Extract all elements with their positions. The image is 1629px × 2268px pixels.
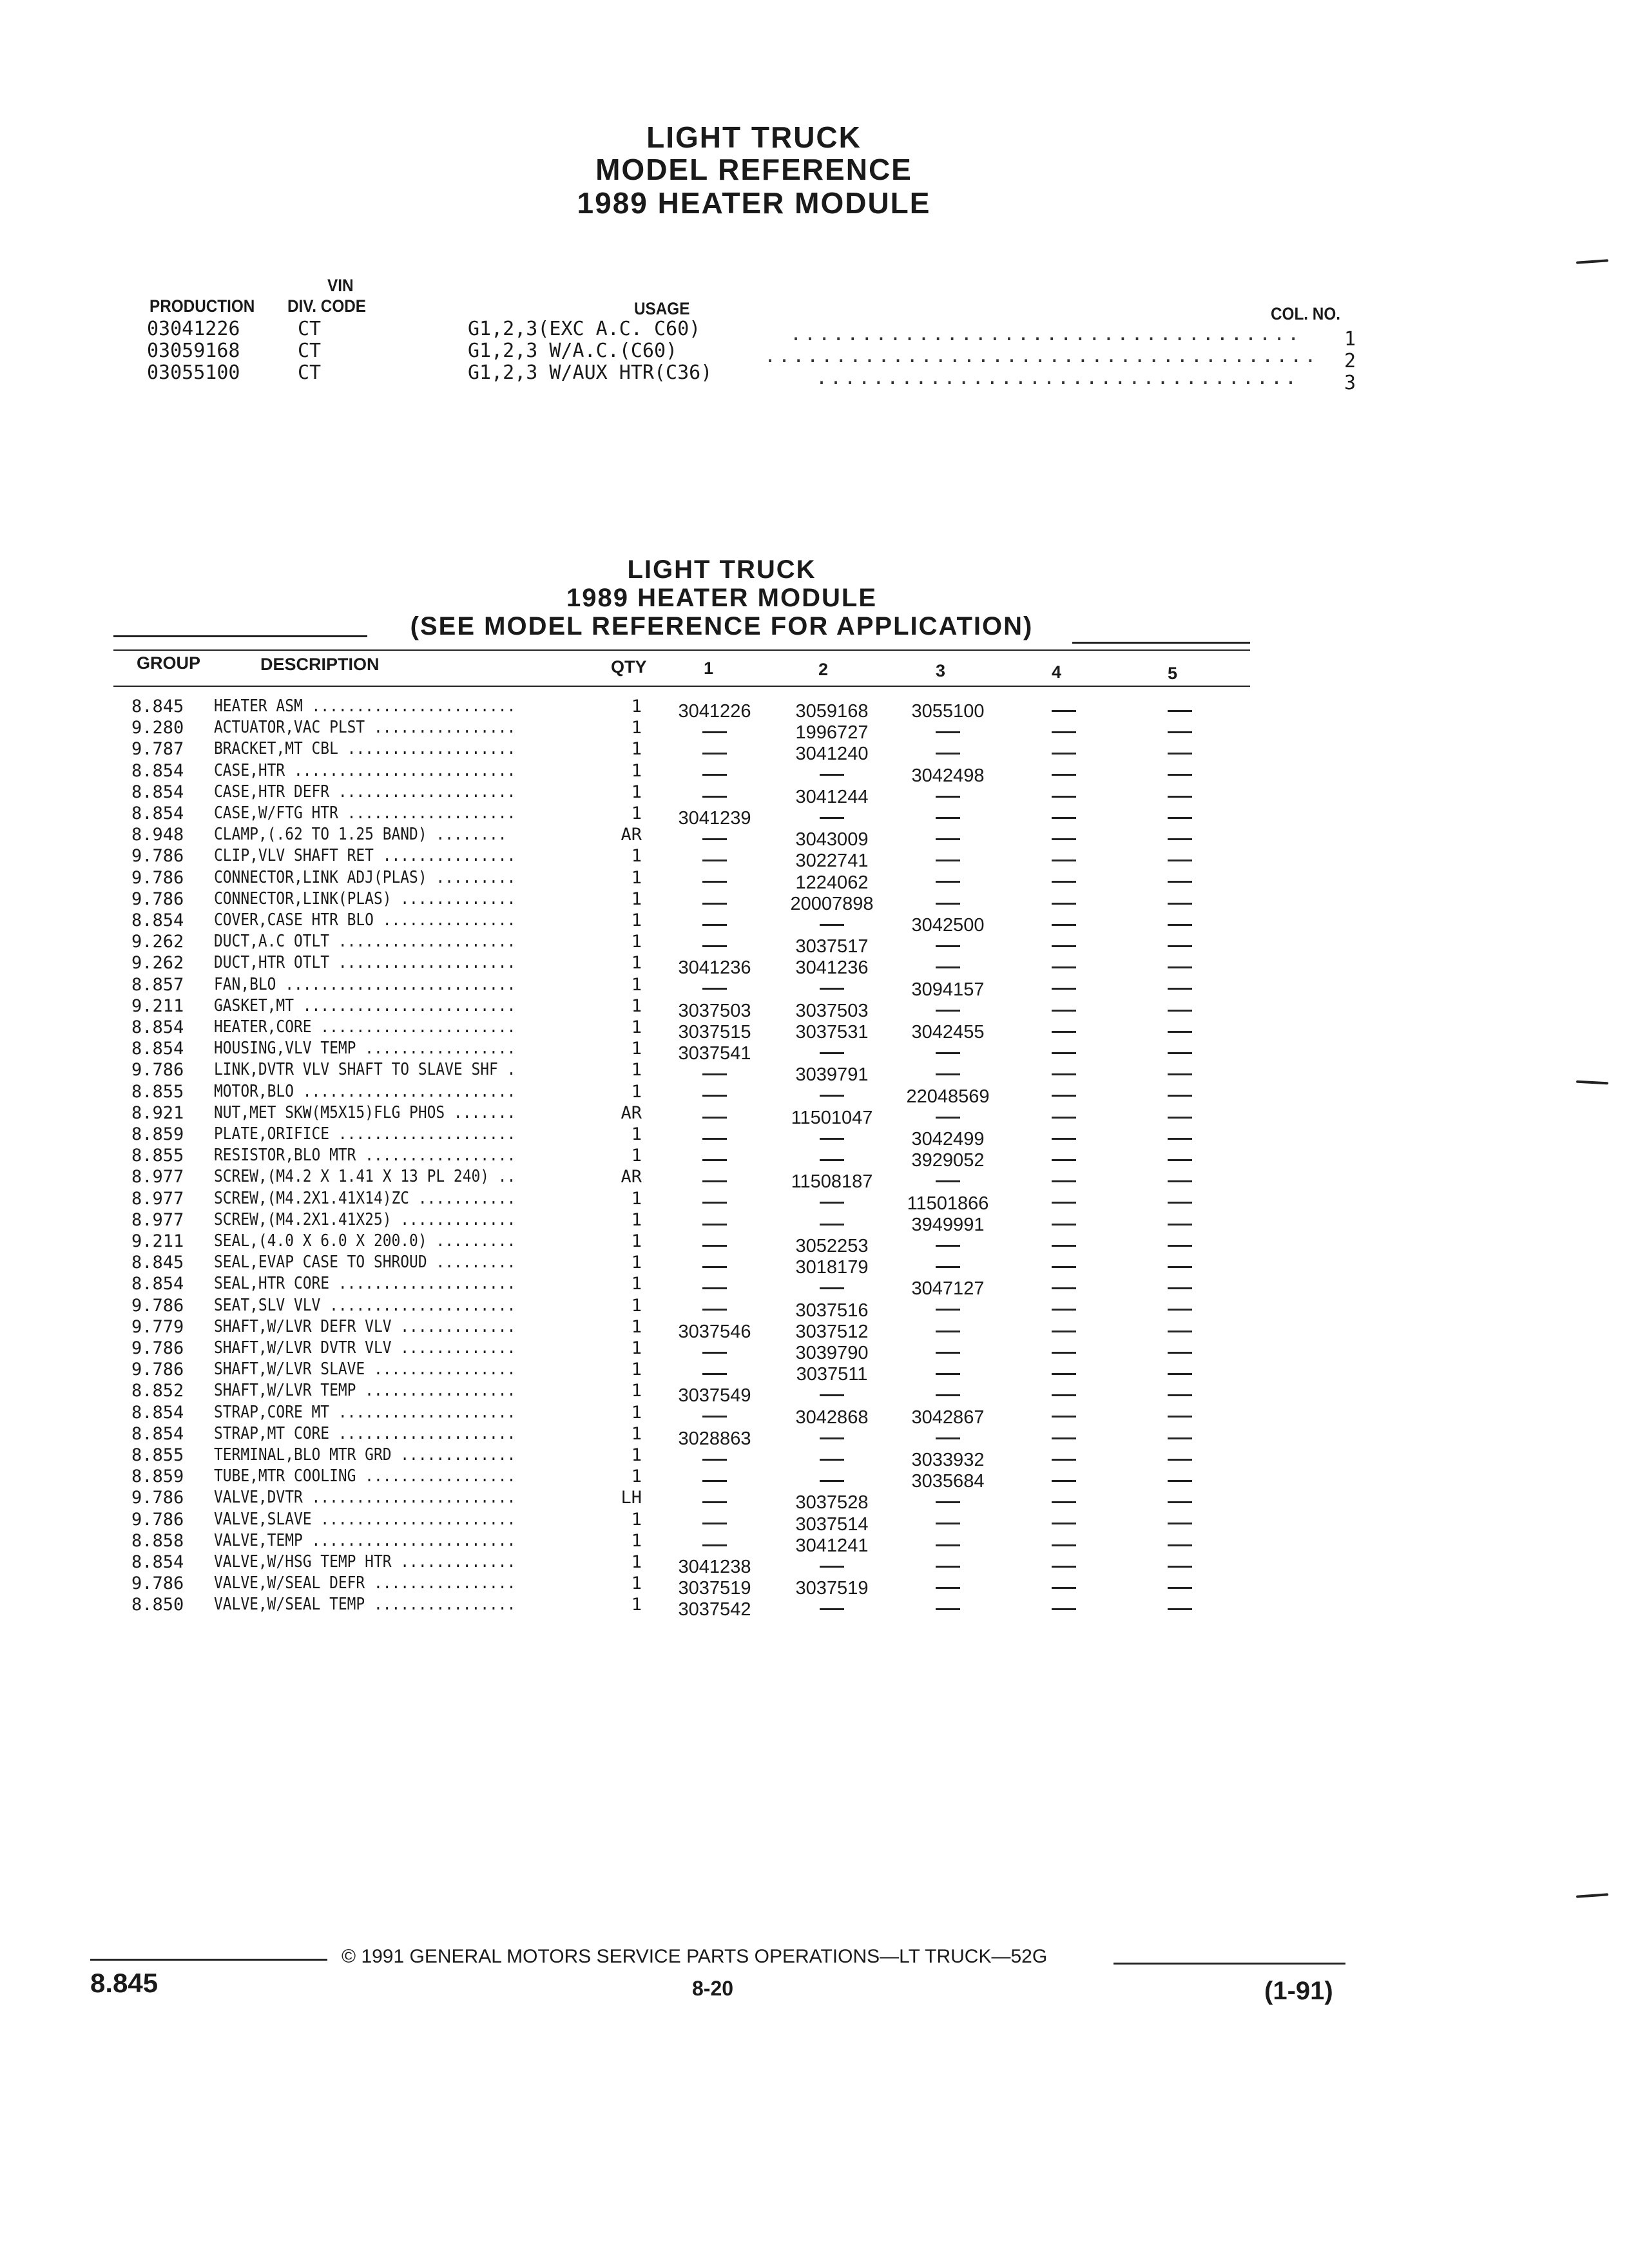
- quantity: 1: [631, 1253, 642, 1273]
- quantity: 1: [631, 760, 642, 781]
- group-number: 8.854: [131, 1039, 184, 1059]
- group-number: 8.858: [131, 1530, 184, 1551]
- qty-column-header: QTY: [611, 657, 647, 677]
- group-number: 8.855: [131, 1081, 184, 1102]
- table-row: [0, 1423, 1629, 1449]
- part-number: 3041244: [795, 786, 869, 807]
- copyright-text: © 1991 GENERAL MOTORS SERVICE PARTS OPERATIONS—LT TRUCK—52G: [342, 1946, 1048, 1967]
- margin-mark: [1576, 1893, 1608, 1898]
- table-row: [0, 1188, 1629, 1214]
- part-number: 3041241: [795, 1535, 869, 1556]
- group-number: 9.786: [131, 1488, 184, 1508]
- part-number: 3033932: [911, 1450, 985, 1470]
- table-row: [0, 1252, 1629, 1278]
- title-rule-left: [113, 635, 367, 637]
- table-row: [0, 1316, 1629, 1342]
- table-row: [0, 1338, 1629, 1363]
- part-number: 3094157: [911, 979, 985, 1000]
- table-row: [0, 1081, 1629, 1107]
- group-number: 8.977: [131, 1188, 184, 1209]
- col-number: 3: [1344, 372, 1356, 394]
- table-row: [0, 824, 1629, 850]
- group-number: 9.787: [131, 739, 184, 760]
- table-row: [0, 717, 1629, 744]
- table-row: [0, 974, 1629, 1000]
- part-number: 3042498: [911, 765, 985, 786]
- part-number: 3028863: [678, 1428, 751, 1449]
- table-row: [0, 1445, 1629, 1470]
- table-row: [0, 1509, 1629, 1535]
- table-row: [0, 696, 1629, 722]
- footer-rule-right: [1113, 1963, 1345, 1965]
- part-description: HEATER,CORE ......................: [214, 1017, 516, 1037]
- group-number: 9.786: [131, 1509, 184, 1530]
- part-description: SHAFT,W/LVR DEFR VLV .............: [214, 1316, 516, 1336]
- quantity: 1: [631, 974, 642, 995]
- not-applicable-dash: [1016, 1599, 1112, 1620]
- part-number: 3039791: [795, 1064, 869, 1086]
- part-number: 11501047: [791, 1107, 873, 1128]
- table-row: [0, 1166, 1629, 1193]
- part-description: COVER,CASE HTR BLO ...............: [214, 910, 516, 930]
- part-description: SCREW,(M4.2X1.41X25) .............: [214, 1209, 516, 1229]
- quantity: 1: [631, 1530, 642, 1551]
- part-number: 3037542: [678, 1599, 751, 1620]
- group-number: 8.854: [131, 782, 184, 802]
- table-row: [0, 1552, 1629, 1577]
- column-5-header: 5: [1168, 664, 1178, 683]
- group-number: 9.786: [131, 1360, 184, 1380]
- table-row: [0, 738, 1629, 765]
- table-row: [0, 1359, 1629, 1385]
- quantity: 1: [631, 1509, 642, 1530]
- description-column-header: DESCRIPTION: [260, 655, 380, 674]
- part-description: PLATE,ORIFICE ....................: [214, 1124, 516, 1144]
- header-rule: [113, 686, 1250, 687]
- table-row: [0, 1295, 1629, 1321]
- quantity: 1: [631, 739, 642, 760]
- group-number: 8.977: [131, 1167, 184, 1187]
- part-number: 3041226: [678, 701, 751, 722]
- leader-dots: ....................................: [790, 323, 1302, 345]
- part-description: MOTOR,BLO ........................: [214, 1081, 516, 1101]
- part-description: DUCT,A.C OTLT ....................: [214, 932, 516, 952]
- margin-mark: [1576, 259, 1608, 264]
- parts-title-line-3: (SEE MODEL REFERENCE FOR APPLICATION): [410, 612, 1034, 640]
- quantity: 1: [631, 1295, 642, 1316]
- table-row: [0, 1059, 1629, 1086]
- div-code-header: DIV. CODE: [287, 296, 366, 316]
- usage-text: G1,2,3 W/AUX HTR(C36): [468, 361, 713, 384]
- part-description: SEAT,SLV VLV .....................: [214, 1295, 516, 1315]
- part-description: SEAL,(4.0 X 6.0 X 200.0) .........: [214, 1231, 516, 1251]
- table-row: [0, 867, 1629, 893]
- part-number: 3037546: [678, 1321, 751, 1342]
- part-description: NUT,MET SKW(M5X15)FLG PHOS .......: [214, 1102, 516, 1122]
- group-number: 8.948: [131, 825, 184, 845]
- quantity: 1: [631, 846, 642, 867]
- col-no-header: COL. NO.: [1271, 304, 1340, 323]
- part-description: VALVE,TEMP .......................: [214, 1530, 516, 1550]
- revision-date: (1-91): [1264, 1977, 1333, 2005]
- footer-rule-left: [90, 1959, 327, 1961]
- quantity: 1: [631, 1146, 642, 1166]
- part-description: VALVE,W/SEAL TEMP ................: [214, 1595, 516, 1615]
- production-code: 03059168: [147, 340, 240, 362]
- part-description: CONNECTOR,LINK ADJ(PLAS) .........: [214, 867, 516, 887]
- part-description: FAN,BLO ..........................: [214, 974, 516, 994]
- part-number: 1224062: [795, 872, 869, 893]
- quantity: 1: [631, 1573, 642, 1594]
- part-number: 3052253: [795, 1236, 869, 1256]
- part-description: RESISTOR,BLO MTR .................: [214, 1146, 516, 1166]
- part-number: 22048569: [906, 1086, 990, 1107]
- part-number: 20007898: [790, 893, 874, 914]
- quantity: 1: [631, 1274, 642, 1294]
- group-number: 9.786: [131, 846, 184, 867]
- group-number: 9.779: [131, 1316, 184, 1337]
- table-row: [0, 1594, 1629, 1620]
- part-number: 3929052: [911, 1150, 985, 1171]
- model-ref-title-line-3: 1989 HEATER MODULE: [577, 186, 931, 220]
- group-number: 8.854: [131, 1274, 184, 1294]
- part-description: TERMINAL,BLO MTR GRD .............: [214, 1445, 516, 1465]
- part-description: SCREW,(M4.2 X 1.41 X 13 PL 240) ..: [214, 1167, 516, 1187]
- part-description: CONNECTOR,LINK(PLAS) .............: [214, 889, 516, 908]
- quantity: 1: [631, 932, 642, 952]
- table-row: [0, 1273, 1629, 1300]
- quantity: 1: [631, 1017, 642, 1037]
- part-number: 3022741: [795, 850, 869, 872]
- part-number: 3041236: [678, 957, 751, 979]
- part-description: SHAFT,W/LVR TEMP .................: [214, 1381, 516, 1401]
- quantity: 1: [631, 1124, 642, 1144]
- group-column-header: GROUP: [137, 653, 201, 673]
- usage-text: G1,2,3 W/A.C.(C60): [468, 340, 678, 362]
- not-applicable-dash: [1132, 1599, 1228, 1620]
- quantity: 1: [631, 910, 642, 930]
- part-number: 3037519: [795, 1578, 869, 1599]
- usage-header: USAGE: [634, 299, 690, 318]
- quantity: 1: [631, 1381, 642, 1401]
- part-description: TUBE,MTR COOLING .................: [214, 1466, 516, 1486]
- model-ref-title-line-2: MODEL REFERENCE: [595, 153, 912, 186]
- part-description: DUCT,HTR OTLT ....................: [214, 953, 516, 973]
- group-number: 8.855: [131, 1445, 184, 1465]
- part-number: 3037541: [678, 1043, 751, 1064]
- group-number: 8.854: [131, 1552, 184, 1572]
- not-applicable-dash: [784, 1599, 880, 1620]
- group-number: 8.859: [131, 1466, 184, 1487]
- table-row: [0, 995, 1629, 1021]
- group-number: 8.855: [131, 1146, 184, 1166]
- part-description: SHAFT,W/LVR SLAVE ................: [214, 1360, 516, 1379]
- quantity: 1: [631, 1060, 642, 1081]
- table-row: [0, 803, 1629, 829]
- table-row: [0, 760, 1629, 786]
- part-description: VALVE,SLAVE ......................: [214, 1509, 516, 1529]
- table-row: [0, 1145, 1629, 1171]
- quantity: 1: [631, 1231, 642, 1251]
- quantity: 1: [631, 1423, 642, 1444]
- part-number: 3037515: [678, 1022, 751, 1043]
- col-number: 1: [1344, 328, 1356, 351]
- part-number: 3055100: [911, 701, 985, 722]
- not-applicable-dash: [900, 1599, 996, 1620]
- part-number: 3037514: [795, 1514, 869, 1535]
- leader-dots: .......................................: [764, 345, 1319, 367]
- part-number: 3039790: [795, 1343, 869, 1363]
- part-number: 3042500: [911, 915, 985, 936]
- column-1-header: 1: [704, 658, 714, 678]
- part-number: 3037517: [795, 936, 869, 957]
- part-description: CLIP,VLV SHAFT RET ...............: [214, 846, 516, 866]
- parts-title-line-1: LIGHT TRUCK: [627, 555, 816, 584]
- table-row: [0, 910, 1629, 936]
- part-description: LINK,DVTR VLV SHAFT TO SLAVE SHF .: [214, 1060, 516, 1080]
- table-row: [0, 931, 1629, 957]
- part-description: SCREW,(M4.2X1.41X14)ZC ...........: [214, 1188, 516, 1208]
- table-row: [0, 1102, 1629, 1128]
- group-number: 8.854: [131, 910, 184, 930]
- group-number: 8.845: [131, 697, 184, 716]
- quantity: 1: [631, 1039, 642, 1059]
- usage-text: G1,2,3(EXC A.C. C60): [468, 318, 701, 340]
- group-number: 8.854: [131, 1423, 184, 1444]
- part-description: CASE,HTR DEFR ....................: [214, 782, 516, 802]
- part-number: 3037512: [795, 1321, 869, 1342]
- group-number: 8.854: [131, 1017, 184, 1037]
- part-description: HOUSING,VLV TEMP .................: [214, 1039, 516, 1059]
- group-reference: 8.845: [90, 1968, 159, 1998]
- column-3-header: 3: [936, 661, 946, 680]
- group-number: 8.857: [131, 974, 184, 995]
- table-row: [0, 782, 1629, 807]
- part-description: GASKET,MT ........................: [214, 995, 516, 1015]
- column-2-header: 2: [818, 660, 829, 679]
- group-number: 9.280: [131, 718, 184, 738]
- quantity: 1: [631, 803, 642, 823]
- part-number: 3037528: [795, 1492, 869, 1514]
- col-number: 2: [1344, 350, 1356, 372]
- quantity: 1: [631, 782, 642, 802]
- table-top-rule: [113, 649, 1250, 651]
- part-number: 11508187: [791, 1171, 873, 1193]
- group-number: 8.859: [131, 1124, 184, 1144]
- group-number: 9.211: [131, 1231, 184, 1251]
- production-code: 03055100: [147, 361, 240, 384]
- quantity: AR: [621, 825, 642, 845]
- table-row: [0, 1573, 1629, 1599]
- title-rule-right: [1072, 642, 1250, 644]
- group-number: 8.845: [131, 1253, 184, 1273]
- table-row: [0, 1487, 1629, 1514]
- part-number: 3037503: [678, 1000, 751, 1021]
- quantity: 1: [631, 1081, 642, 1102]
- quantity: 1: [631, 1595, 642, 1615]
- part-number: 3037531: [795, 1022, 869, 1043]
- part-number: 3043009: [795, 829, 869, 850]
- table-row: [0, 1124, 1629, 1149]
- production-header: PRODUCTION: [149, 296, 255, 316]
- table-row: [0, 1038, 1629, 1064]
- part-number: 3042868: [795, 1407, 869, 1428]
- part-number: 3037549: [678, 1385, 751, 1407]
- part-number: 3041236: [795, 957, 869, 979]
- table-row: [0, 845, 1629, 872]
- part-description: CLAMP,(.62 TO 1.25 BAND) ........: [214, 825, 507, 845]
- quantity: AR: [621, 1167, 642, 1187]
- table-row: [0, 889, 1629, 914]
- quantity: 1: [631, 1188, 642, 1209]
- part-number: 3035684: [911, 1471, 985, 1492]
- group-number: 8.854: [131, 803, 184, 823]
- group-number: 8.852: [131, 1381, 184, 1401]
- table-row: [0, 1017, 1629, 1043]
- part-number: 3059168: [795, 701, 869, 722]
- part-number: 3042455: [911, 1022, 985, 1043]
- page-number: 8-20: [692, 1977, 734, 2000]
- group-number: 8.854: [131, 1402, 184, 1423]
- part-number: 3047127: [911, 1278, 985, 1300]
- part-number: 1996727: [795, 722, 869, 744]
- part-description: BRACKET,MT CBL ...................: [214, 739, 516, 759]
- part-description: VALVE,W/HSG TEMP HTR .............: [214, 1552, 516, 1571]
- quantity: 1: [631, 1209, 642, 1230]
- parts-title-line-2: 1989 HEATER MODULE: [566, 584, 877, 612]
- div-code: CT: [298, 318, 322, 340]
- part-number: 3041238: [678, 1557, 751, 1577]
- part-number: 3037519: [678, 1578, 751, 1599]
- quantity: 1: [631, 889, 642, 909]
- part-number: 11501866: [907, 1193, 989, 1214]
- table-row: [0, 1231, 1629, 1256]
- table-row: [0, 1402, 1629, 1428]
- group-number: 9.211: [131, 995, 184, 1016]
- part-number: 3037516: [795, 1300, 869, 1321]
- table-row: [0, 952, 1629, 979]
- part-description: STRAP,MT CORE ....................: [214, 1423, 516, 1443]
- part-number: 3041239: [678, 808, 751, 829]
- quantity: 1: [631, 995, 642, 1016]
- group-number: 9.786: [131, 1338, 184, 1358]
- part-description: CASE,HTR .........................: [214, 760, 516, 780]
- table-row: [0, 1209, 1629, 1235]
- group-number: 9.786: [131, 867, 184, 888]
- part-description: SHAFT,W/LVR DVTR VLV .............: [214, 1338, 516, 1358]
- model-ref-title-line-1: LIGHT TRUCK: [646, 120, 862, 154]
- quantity: 1: [631, 718, 642, 738]
- quantity: LH: [621, 1488, 642, 1508]
- part-number: 3018179: [795, 1257, 869, 1278]
- table-row: [0, 1530, 1629, 1556]
- quantity: 1: [631, 1402, 642, 1423]
- part-number: 3949991: [911, 1214, 985, 1235]
- group-number: 9.262: [131, 953, 184, 974]
- quantity: 1: [631, 1316, 642, 1337]
- quantity: 1: [631, 1445, 642, 1465]
- quantity: 1: [631, 1466, 642, 1487]
- group-number: 9.786: [131, 1573, 184, 1594]
- part-description: SEAL,EVAP CASE TO SHROUD .........: [214, 1253, 516, 1273]
- part-number: 3042867: [911, 1407, 985, 1428]
- part-description: SEAL,HTR CORE ....................: [214, 1274, 516, 1294]
- part-number: 3042499: [911, 1129, 985, 1149]
- part-number: 3037503: [795, 1000, 869, 1021]
- part-number: 3041240: [795, 744, 869, 765]
- part-description: ACTUATOR,VAC PLST ................: [214, 718, 516, 738]
- quantity: 1: [631, 1552, 642, 1572]
- part-number: 3037511: [796, 1364, 868, 1385]
- part-description: VALVE,DVTR .......................: [214, 1488, 516, 1508]
- vin-header: VIN: [327, 276, 354, 295]
- div-code: CT: [298, 361, 322, 384]
- group-number: 8.854: [131, 760, 184, 781]
- quantity: 1: [631, 867, 642, 888]
- part-description: HEATER ASM .......................: [214, 697, 516, 716]
- group-number: 8.850: [131, 1595, 184, 1615]
- quantity: AR: [621, 1102, 642, 1123]
- div-code: CT: [298, 340, 322, 362]
- quantity: 1: [631, 1360, 642, 1380]
- quantity: 1: [631, 953, 642, 974]
- table-row: [0, 1466, 1629, 1492]
- part-description: VALVE,W/SEAL DEFR ................: [214, 1573, 516, 1593]
- group-number: 8.921: [131, 1102, 184, 1123]
- quantity: 1: [631, 697, 642, 716]
- group-number: 8.977: [131, 1209, 184, 1230]
- group-number: 9.786: [131, 1060, 184, 1081]
- part-description: CASE,W/FTG HTR ...................: [214, 803, 516, 823]
- column-4-header: 4: [1052, 662, 1062, 682]
- quantity: 1: [631, 1338, 642, 1358]
- table-row: [0, 1380, 1629, 1407]
- leader-dots: ..................................: [816, 367, 1300, 389]
- part-description: STRAP,CORE MT ....................: [214, 1402, 516, 1422]
- group-number: 9.786: [131, 1295, 184, 1316]
- group-number: 9.262: [131, 932, 184, 952]
- production-code: 03041226: [147, 318, 240, 340]
- group-number: 9.786: [131, 889, 184, 909]
